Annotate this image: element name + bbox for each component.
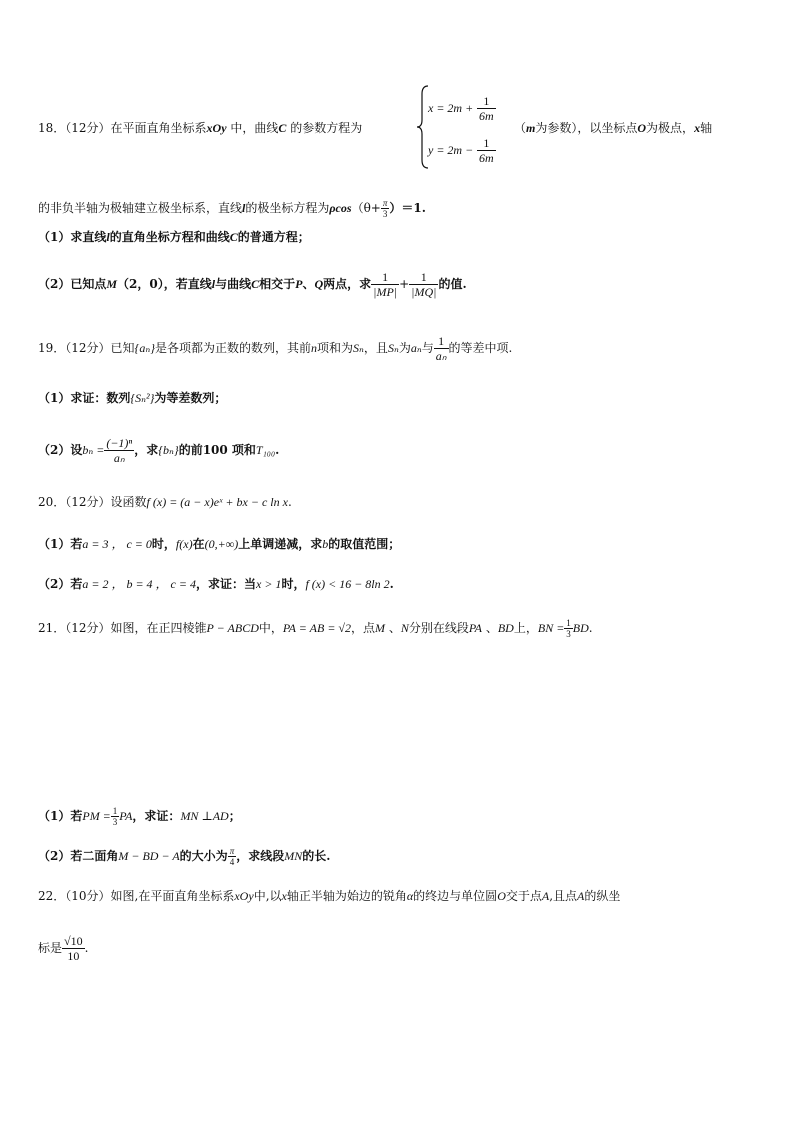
q21-frac-third: $\frac{1}{3}$ — [566, 618, 571, 639]
q20-sub2: （2）若a = 2 ， b = 4 ， c = 4，求证：当x > 1时，f (x) < 16 − 8ln 2. — [38, 577, 394, 591]
q18-pi-third-fraction: $\frac{\pi}{3}$ — [382, 198, 388, 219]
q22-frac-sqrt10: $\frac{√10}{10}$ — [64, 934, 83, 963]
q19-line1: 19．（12分）已知{aₙ}是各项都为正数的数列，其前n项和为Sₙ，且Sₙ为aₙ与 $\frac{1}{\text{aₙ}}$ 的等差中项. — [38, 334, 513, 363]
q19-sub1: （1）求证：数列{Sₙ²}为等差数列； — [38, 391, 227, 405]
q18-eq1: x = 2m + $\frac{1}{6m}$ — [428, 94, 494, 123]
q18-line1: 18．（12分）在平面直角坐标系xOy 中，曲线C 的参数方程为 — [38, 121, 363, 135]
q18-frac-mp: $\frac{1}{|MP|}$ — [373, 270, 398, 299]
q19-sub2: （2）设bₙ = $\frac{\text{(−1)ⁿ}}{\text{aₙ}}$ ，求{bₙ}的前100 项和T₁₀₀. — [38, 436, 280, 465]
q21-sub2: （2）若二面角M − BD − A的大小为 $\frac{\pi}{4}$ ，求线段MN的长. — [38, 846, 331, 867]
q20-line1: 20．（12分）设函数f (x) = (a − x)eˣ + bx − c ln x. — [38, 495, 292, 509]
q21-sub2-frac: $\frac{\pi}{4}$ — [229, 846, 235, 867]
q18-eq2: y = 2m − $\frac{1}{6m}$ — [428, 136, 494, 165]
q19-frac-inv-an: $\frac{1}{\text{aₙ}}$ — [435, 334, 447, 363]
q18-line1-cont: （m为参数），以坐标点O为极点，x轴 — [514, 121, 713, 135]
q21-sub1: （1）若PM = $\frac{1}{3}$ PA，求证：MN ⊥AD； — [38, 806, 241, 827]
q21-line1: 21．（12分）如图，在正四棱锥P − ABCD中，PA = AB = √2，点M 、N分别在线段PA 、BD上，BN = $\frac{1}{3}$ BD. — [38, 618, 593, 639]
q19-frac-bn: $\frac{\text{(−1)ⁿ}}{\text{aₙ}}$ — [106, 436, 133, 465]
q22-line1: 22．（10分）如图,在平面直角坐标系xOy中,以x轴正半轴为始边的锐角α的终边与单位圆O交于点A,且点A的纵坐 — [38, 889, 621, 903]
q20-sub1: （1）若a = 3 ， c = 0时，f(x)在(0,+∞)上单调递减，求b的取值范围； — [38, 537, 401, 551]
q21-sub1-frac: $\frac{1}{3}$ — [112, 806, 118, 827]
q18-eq1-fraction: $\frac{1}{6m}$ — [479, 94, 494, 123]
q22-line2: 标是 $\frac{√10}{10}$ . — [38, 934, 89, 963]
q18-line2: 的非负半轴为极轴建立极坐标系，直线l的极坐标方程为ρcos（θ+ $\frac{\pi}{3}$ ）＝1. — [38, 198, 426, 219]
q18-sub1: （1）求直线l的直角坐标方程和曲线C的普通方程； — [38, 230, 310, 244]
q18-sub2: （2）已知点M（2，0），若直线l与曲线C相交于P、Q两点，求 $\frac{1}{|MP|}$ + $\frac{1}{|MQ|}$ 的值. — [38, 270, 467, 299]
q18-eq2-fraction: $\frac{1}{6m}$ — [479, 136, 494, 165]
q18-frac-mq: $\frac{1}{|MQ|}$ — [411, 270, 437, 299]
